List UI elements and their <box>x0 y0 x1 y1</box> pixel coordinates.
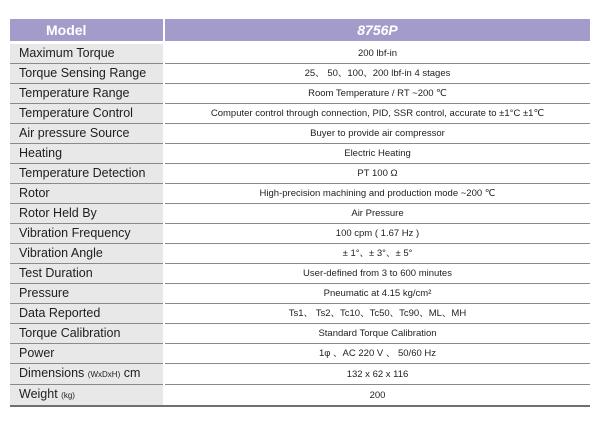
spec-label: Temperature Detection <box>10 164 164 184</box>
spec-value: 100 cpm ( 1.67 Hz ) <box>164 224 590 244</box>
spec-value: Electric Heating <box>164 144 590 164</box>
spec-row-temperature-range <box>10 84 590 104</box>
spec-value: 200 <box>164 385 590 407</box>
spec-label: Power <box>10 344 164 364</box>
spec-value: Computer control through connection, PID, SSR control, accurate to ±1°C ±1℃ <box>164 104 590 124</box>
spec-value: PT 100 Ω <box>164 164 590 184</box>
spec-label: Vibration Angle <box>10 244 164 264</box>
spec-row-data-reported <box>10 304 590 324</box>
spec-value: Buyer to provide air compressor <box>164 124 590 144</box>
spec-label: Torque Calibration <box>10 324 164 344</box>
spec-row-vibration-angle <box>10 244 590 264</box>
spec-label: Maximum Torque <box>10 43 164 64</box>
spec-row-test-duration <box>10 264 590 284</box>
spec-label-dimensions <box>10 364 164 385</box>
spec-row-power <box>10 344 590 364</box>
spec-row-air-pressure-source <box>10 124 590 144</box>
spec-label: Temperature Control <box>10 104 164 124</box>
spec-label-text: Dimensions <box>19 366 85 380</box>
spec-row-vibration-frequency <box>10 224 590 244</box>
spec-value: 25、 50、100、200 lbf-in 4 stages <box>164 64 590 84</box>
spec-label: Rotor Held By <box>10 204 164 224</box>
model-header-value: 8756P <box>164 19 590 43</box>
spec-label: Air pressure Source <box>10 124 164 144</box>
spec-row-pressure <box>10 284 590 304</box>
spec-label: Test Duration <box>10 264 164 284</box>
spec-label: Vibration Frequency <box>10 224 164 244</box>
spec-label: Rotor <box>10 184 164 204</box>
spec-value: High-precision machining and production mode ~200 ℃ <box>164 184 590 204</box>
spec-row-rotor-held-by <box>10 204 590 224</box>
spec-value: Pneumatic at 4.15 kg/cm² <box>164 284 590 304</box>
spec-label-note: (kg) <box>61 391 75 400</box>
spec-row-weight <box>10 385 590 407</box>
spec-label: Data Reported <box>10 304 164 324</box>
spec-label-note: (WxDxH) <box>87 370 121 379</box>
spec-label: Temperature Range <box>10 84 164 104</box>
spec-value: 200 lbf-in <box>164 43 590 64</box>
header-row <box>10 19 590 43</box>
spec-value: User-defined from 3 to 600 minutes <box>164 264 590 284</box>
spec-value: 1φ 、AC 220 V 、 50/60 Hz <box>164 344 590 364</box>
spec-value: ± 1°、± 3°、± 5° <box>164 244 590 264</box>
spec-label: Heating <box>10 144 164 164</box>
spec-row-maximum-torque <box>10 43 590 64</box>
spec-label-text: Weight <box>19 387 58 401</box>
spec-row-torque-sensing-range <box>10 64 590 84</box>
spec-row-temperature-detection <box>10 164 590 184</box>
spec-row-dimensions <box>10 364 590 385</box>
spec-value: Room Temperature / RT ~200 ℃ <box>164 84 590 104</box>
spec-row-heating <box>10 144 590 164</box>
model-header-label: Model <box>10 19 164 43</box>
spec-row-torque-calibration <box>10 324 590 344</box>
spec-value: Ts1、 Ts2、Tc10、Tc50、Tc90、ML、MH <box>164 304 590 324</box>
spec-label-unit: cm <box>123 366 141 380</box>
spec-label: Torque Sensing Range <box>10 64 164 84</box>
spec-table <box>10 19 590 407</box>
spec-row-rotor <box>10 184 590 204</box>
spec-label-weight <box>10 385 164 407</box>
spec-label: Pressure <box>10 284 164 304</box>
spec-value: Standard Torque Calibration <box>164 324 590 344</box>
spec-value: 132 x 62 x 116 <box>164 364 590 385</box>
spec-row-temperature-control <box>10 104 590 124</box>
spec-value: Air Pressure <box>164 204 590 224</box>
